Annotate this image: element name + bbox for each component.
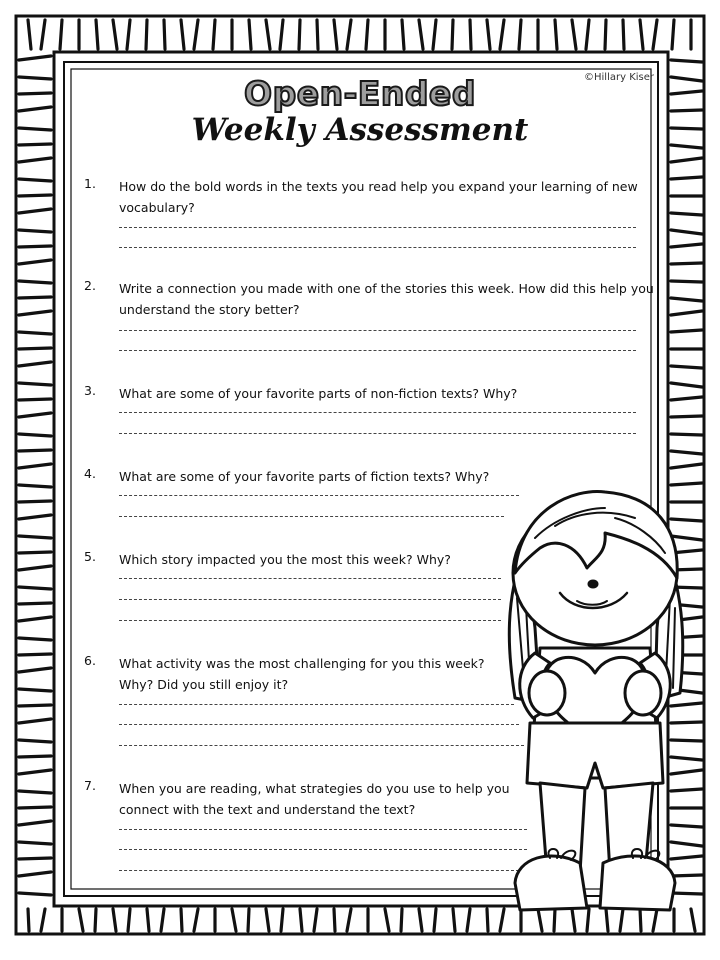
question-line: understand the story better? <box>119 302 300 317</box>
border-stripe <box>671 60 702 62</box>
border-stripe <box>19 485 51 487</box>
border-stripe <box>19 740 51 742</box>
answer-line[interactable] <box>119 330 636 331</box>
border-stripe <box>519 20 521 49</box>
border-stripe <box>19 842 51 844</box>
border-stripe <box>19 399 51 400</box>
question-line: What are some of your favorite parts of non-fiction texts? Why? <box>119 386 518 401</box>
border-stripe <box>671 177 702 179</box>
border-stripe <box>366 20 368 49</box>
border-stripe <box>453 909 455 931</box>
border-stripe <box>164 20 165 49</box>
question-text <box>119 549 451 570</box>
question-line: Why? Did you still enjoy it? <box>119 677 289 692</box>
border-stripe <box>401 909 402 931</box>
border-stripe <box>19 434 51 436</box>
border-stripe <box>402 20 404 49</box>
answer-line[interactable] <box>119 724 519 725</box>
border-stripe <box>95 909 96 931</box>
border-stripe <box>19 807 51 808</box>
border-stripe <box>19 603 51 604</box>
border-stripe <box>623 20 624 49</box>
border-stripe <box>60 20 62 49</box>
border-stripe <box>671 281 702 282</box>
border-stripe <box>19 230 51 232</box>
question-line: connect with the text and understand the text? <box>119 802 416 817</box>
answer-line[interactable] <box>119 829 527 830</box>
question-number: 3. <box>84 383 96 398</box>
border-stripe <box>19 348 51 349</box>
question-text <box>119 278 654 320</box>
border-stripe <box>19 638 51 640</box>
answer-line[interactable] <box>119 516 504 517</box>
question-text <box>119 176 638 218</box>
border-stripe <box>671 366 702 368</box>
border-stripe <box>300 909 302 931</box>
border-stripe <box>28 909 29 931</box>
border-stripe <box>470 20 471 49</box>
question-number: 5. <box>84 549 96 564</box>
border-stripe <box>19 654 51 655</box>
border-stripe <box>671 263 702 264</box>
answer-line[interactable] <box>119 495 519 496</box>
page-title: Open-Ended <box>244 74 476 113</box>
border-stripe <box>487 909 488 931</box>
question-text <box>119 466 489 487</box>
border-stripe <box>248 909 249 931</box>
question-text <box>119 653 485 695</box>
answer-line[interactable] <box>119 433 636 434</box>
border-stripe <box>19 281 51 283</box>
question-line: vocabulary? <box>119 200 195 215</box>
border-stripe <box>672 20 674 49</box>
question-line: How do the bold words in the texts you read help you expand your learning of new <box>119 179 638 194</box>
answer-line[interactable] <box>119 350 636 351</box>
border-stripe <box>96 20 98 49</box>
page-subtitle: Weekly Assessment <box>191 112 529 148</box>
border-stripe <box>317 20 318 49</box>
question-line: What activity was the most challenging for you this week? <box>119 656 485 671</box>
question-line: When you are reading, what strategies do you use to help you <box>119 781 510 796</box>
question-number: 4. <box>84 466 96 481</box>
border-stripe <box>19 246 51 247</box>
border-stripe <box>19 536 51 538</box>
border-stripe <box>671 213 702 215</box>
border-stripe <box>281 909 283 931</box>
question-text <box>119 778 510 820</box>
border-stripe <box>19 587 51 589</box>
answer-line[interactable] <box>119 578 501 579</box>
border-stripe <box>249 20 251 49</box>
answer-line[interactable] <box>119 227 636 228</box>
girl-holding-heart-illustration <box>495 478 700 928</box>
border-stripe <box>19 179 51 181</box>
question-number: 6. <box>84 653 96 668</box>
question-line: Write a connection you made with one of the stories this week. How did this help you <box>119 281 654 296</box>
border-stripe <box>334 909 335 931</box>
border-stripe <box>19 893 51 895</box>
answer-line[interactable] <box>119 412 636 413</box>
copyright-text: ©Hillary Kiser <box>584 72 654 83</box>
border-stripe <box>19 383 51 385</box>
border-stripe <box>299 20 300 49</box>
border-stripe <box>19 858 51 859</box>
question-text <box>119 383 517 404</box>
border-stripe <box>452 20 453 49</box>
answer-line[interactable] <box>119 745 524 746</box>
border-stripe <box>19 297 51 298</box>
border-stripe <box>434 909 436 931</box>
question-line: Which story impacted you the most this week? Why? <box>119 552 451 567</box>
question-number: 2. <box>84 278 96 293</box>
answer-line[interactable] <box>119 870 519 871</box>
border-stripe <box>671 434 702 435</box>
question-number: 7. <box>84 778 96 793</box>
border-stripe <box>213 20 215 49</box>
border-stripe <box>19 450 51 451</box>
answer-line[interactable] <box>119 620 501 621</box>
border-stripe <box>19 689 51 691</box>
border-stripe <box>671 330 702 332</box>
border-stripe <box>19 552 51 553</box>
border-stripe <box>19 501 51 502</box>
answer-line[interactable] <box>119 247 636 248</box>
answer-line[interactable] <box>119 599 501 600</box>
border-stripe <box>19 705 51 706</box>
border-stripe <box>147 909 149 931</box>
answer-line[interactable] <box>119 849 527 850</box>
border-stripe <box>181 909 182 931</box>
border-stripe <box>19 332 51 334</box>
answer-line[interactable] <box>119 704 514 705</box>
border-stripe <box>146 20 147 49</box>
border-stripe <box>19 756 51 757</box>
border-stripe <box>555 20 557 49</box>
border-stripe <box>19 195 51 196</box>
border-stripe <box>671 416 702 417</box>
border-stripe <box>19 791 51 793</box>
question-number: 1. <box>84 176 96 191</box>
question-line: What are some of your favorite parts of fiction texts? Why? <box>119 469 490 484</box>
border-stripe <box>605 20 606 49</box>
border-stripe <box>128 909 130 931</box>
